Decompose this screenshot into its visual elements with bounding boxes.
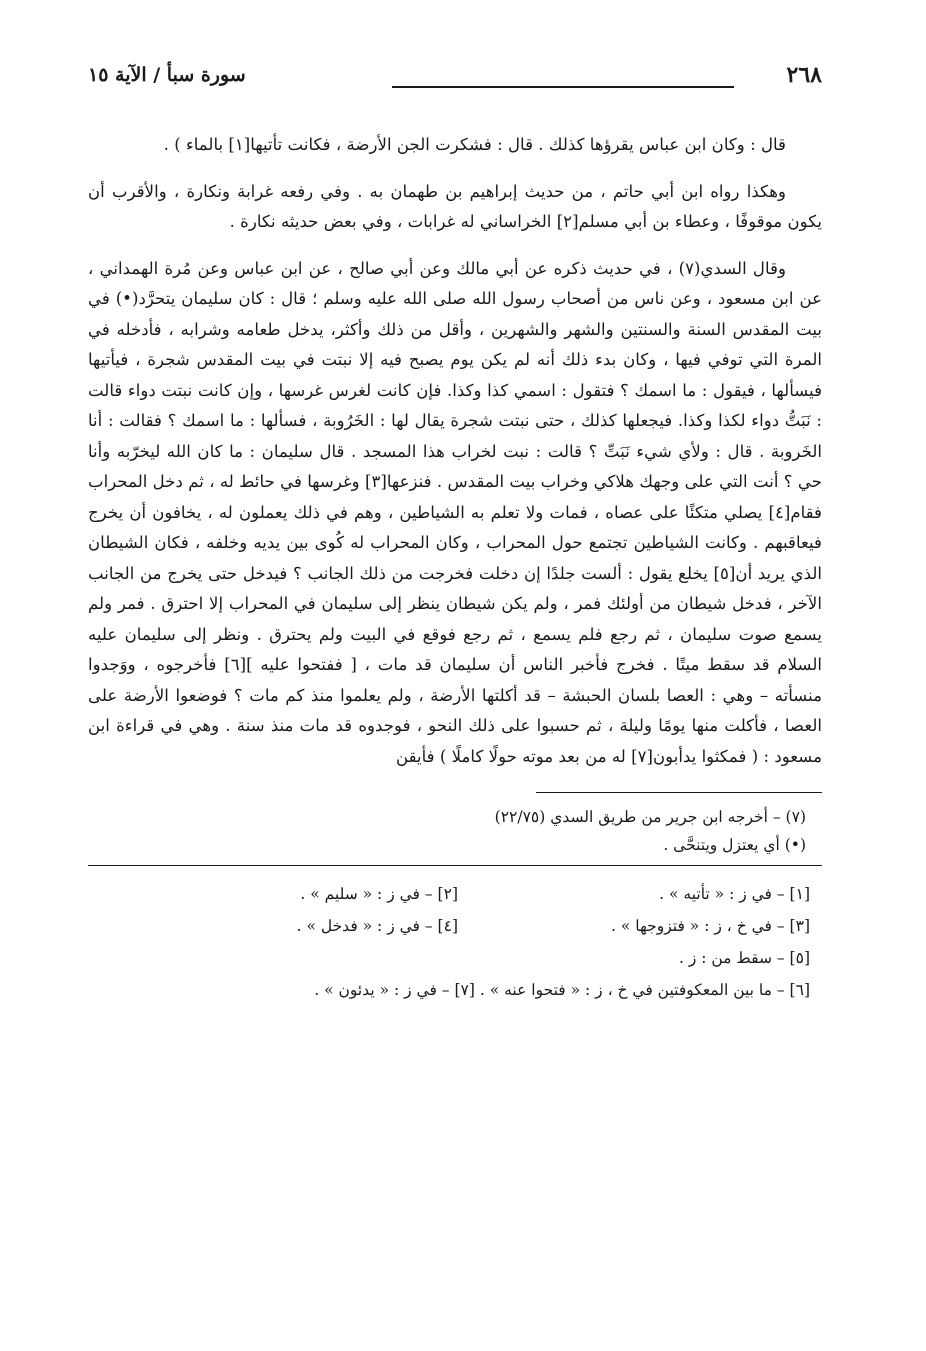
variant-notes-rule <box>88 865 822 866</box>
variant-row <box>88 974 822 1006</box>
variant-note-6-7: [٦] – ما بين المعكوفتين في خ ، ز : « فتحوا عنه » . [٧] – في ز : « يدئون » . <box>314 981 810 999</box>
book-page <box>88 62 822 1006</box>
variant-note-2: [٢] – في ز : « سليم » . <box>300 885 458 903</box>
page-header <box>88 62 822 102</box>
footnote-bullet: (•) أي يعتزل ويتنحَّى . <box>663 836 806 854</box>
variant-row <box>88 910 822 942</box>
paragraph-1: قال : وكان ابن عباس يقرؤها كذلك . قال : فشكرت الجن الأرضة ، فكانت تأتيها[١] بالماء ) . <box>163 135 786 154</box>
footnotes <box>88 803 822 859</box>
variant-note-5: [٥] – سقط من : ز . <box>678 949 810 967</box>
variant-row <box>88 878 822 910</box>
header-rule <box>392 86 734 88</box>
page-number: ٢٦٨ <box>786 62 822 88</box>
body-text <box>88 130 822 772</box>
variant-note-1: [١] – في ز : « تأتيه » . <box>659 885 810 903</box>
footnote-7: (٧) – أخرجه ابن جرير من طريق السدي (٢٢/٧٥) <box>494 808 806 826</box>
running-title: سورة سبأ / الآية ١٥ <box>88 64 246 86</box>
variant-notes <box>88 878 822 1006</box>
footnote-rule <box>536 792 822 793</box>
paragraph-3: وقال السدي(٧) ، في حديث ذكره عن أبي مالك وعن أبي صالح ، عن ابن عباس وعن مُرة الهمداني ، عن ابن مسعود ، وعن ناس من أصحاب رسول الله صلى الله عليه وسلم ؛ قال : كان سليمان يتحرَّد(•) في بيت المقدس السنة والسنتين والشهر والشهرين ، وأقل من ذلك وأكثر، يدخل طعامه وشرابه ، فأدخله في المرة التي توفي فيها ، وكان بدء ذلك أنه لم يكن يوم يصبح فيه إلا نبتت في بيت المقدس شجرة ، فيأتيها فيسألها ، فيقول : ما اسمك ؟ فتقول : اسمي كذا وكذا. فإن كانت لغرس غرسها ، وإن كانت نبتت دواء قالت : نَبَتُّ دواء لكذا وكذا. فيجعلها كذلك ، حتى نبتت شجرة يقال لها : الخَرُوبة ، فسألها : ما اسمك ؟ فقالت : أنا الخَروبة . قال : ولأي شيء نَبَتِّ ؟ قالت : نبت لخراب هذا المسجد . قال سليمان : ما كان الله ليخرّبه وأنا حي ؟ أنت التي على وجهك هلاكي وخراب بيت المقدس . فنزعها[٣] وغرسها في حائط له ، ثم دخل المحراب فقام[٤] يصلي متكئًا على عصاه ، فمات ولا تعلم به الشياطين ، وهم في ذلك يعملون له ، يخافون أن يخرج فيعاقبهم . وكانت الشياطين تجتمع حول المحراب ، وكان المحراب له كُوى بين يديه وخلفه ، فكان الشيطان الذي يريد أن[٥] يخلع يقول : ألست جلدًا إن دخلت فخرجت من ذلك الجانب ؟ فيدخل حتى يخرج من الجانب الآخر ، فدخل شيطان من أولئك فمر ، ولم يكن شيطان ينظر إلى سليمان في المحراب إلا احترق . فمر ولم يسمع صوت سليمان ، ثم رجع فلم يسمع ، ثم رجع فوقع في البيت ولم يحترق . ونظر إلى سليمان عليه السلام قد سقط ميتًا . فخرج فأخبر الناس أن سليمان قد مات ، [ ففتحوا عليه ][٦] فأخرجوه ، ووَجدوا منسأته – وهي : العصا بلسان الحبشة – قد أكلتها الأرضة ، ولم يعلموا منذ كم مات ؟ فوضعوا الأرضة على العصا ، فأكلت منها يومًا وليلة ، ثم حسبوا على ذلك النحو ، فوجدوه قد مات منذ سنة . وهي في قراءة ابن مسعود : ( فمكثوا يدأبون[٧] له من بعد موته حولًا كاملًا ) فأيقن <box>88 258 823 766</box>
variant-row <box>88 942 822 974</box>
paragraph-2: وهكذا رواه ابن أبي حاتم ، من حديث إبراهيم بن طهمان به . وفي رفعه غرابة ونكارة ، والأقرب أن يكون موقوفًا ، وعطاء بن أبي مسلم[٢] الخراساني له غرابات ، وفي بعض حديثه نكارة . <box>88 181 822 231</box>
variant-note-4: [٤] – في ز : « فدخل » . <box>296 917 458 935</box>
variant-note-3: [٣] – في خ ، ز : « فتزوجها » . <box>611 917 810 935</box>
